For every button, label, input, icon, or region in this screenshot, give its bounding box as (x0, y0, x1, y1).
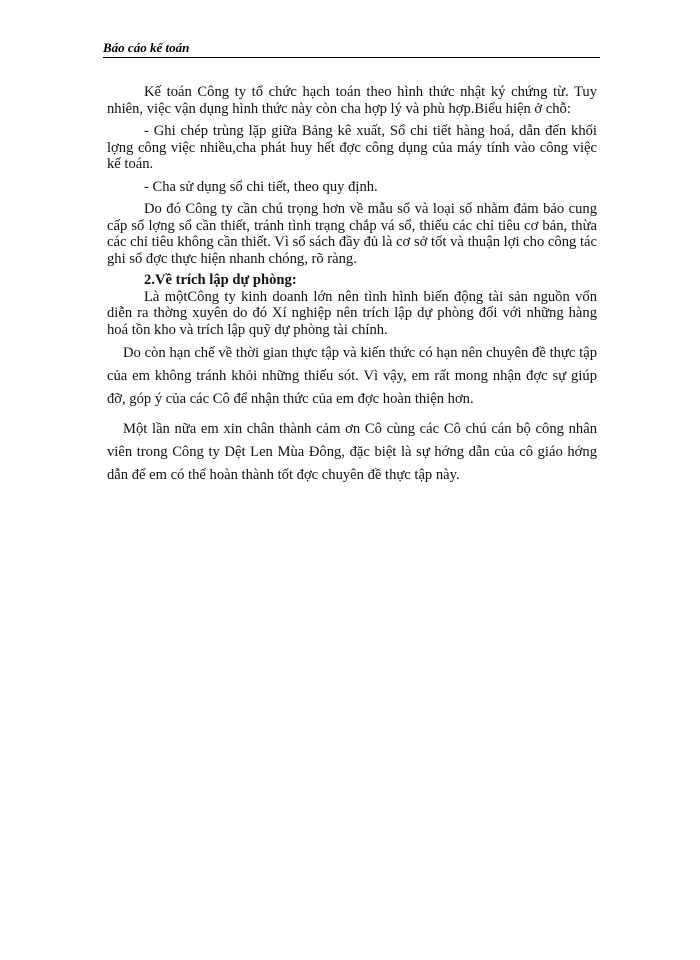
paragraph-duplicate-records: - Ghi chép trùng lặp giữa Bảng kê xuất, Sổ chi tiết hàng hoá, dẫn đến khối lợng công việc nhiều,cha phát huy hết đợc công dụng của máy tính vào công việc kế toán. (107, 123, 597, 172)
document-body (107, 84, 597, 487)
section-heading-provisions: 2.Về trích lập dự phòng: (144, 272, 297, 288)
paragraph-ledger-forms: Do đó Công ty cần chú trọng hơn về mẫu sổ và loại sổ nhằm đảm bảo cung cấp số lợng sổ cần thiết, tránh tình trạng chắp vá sổ, thiếu các chỉ tiêu cơ bản, thừa các chỉ tiêu không cần thiết. Vì sổ sách đầy đủ là cơ sở tốt và thuận lợi cho công tác ghi sổ đợc thực hiện nhanh chóng, rõ ràng. (107, 201, 597, 267)
paragraph-detail-ledger: - Cha sử dụng sổ chi tiết, theo quy định. (144, 178, 378, 195)
header-title: Báo cáo kế toán (103, 40, 190, 55)
paragraph-provisions: Là mộtCông ty kinh doanh lớn nên tình hình biến động tài sản nguồn vốn diễn ra thờng xuyên do đó Xí nghiệp nên trích lập dự phòng đối với những hàng hoá tồn kho và trích lập quỹ dự phòng tài chính. (107, 288, 597, 338)
paragraph-limitations: Do còn hạn chế về thời gian thực tập và kiến thức có hạn nên chuyên đề thực tập của em không tránh khỏi những thiếu sót. Vì vậy, em rất mong nhận đợc sự giúp đỡ, góp ý của các Cô để nhận thức của em đợc hoàn thiện hơn. (107, 345, 597, 407)
page-header (103, 40, 600, 58)
paragraph-thanks: Một lần nữa em xin chân thành cảm ơn Cô cùng các Cô chú cán bộ công nhân viên trong Công ty Dệt Len Mùa Đông, đặc biệt là sự hớng dẫn của cô giáo hớng dẫn để em có thể hoàn thành tốt đợc chuyên đề thực tập này. (107, 421, 597, 483)
paragraph-accounting-form: Kế toán Công ty tổ chức hạch toán theo hình thức nhật ký chứng từ. Tuy nhiên, việc vận dụng hình thức này còn cha hợp lý và phù hợp.Biểu hiện ở chỗ: (107, 84, 597, 117)
